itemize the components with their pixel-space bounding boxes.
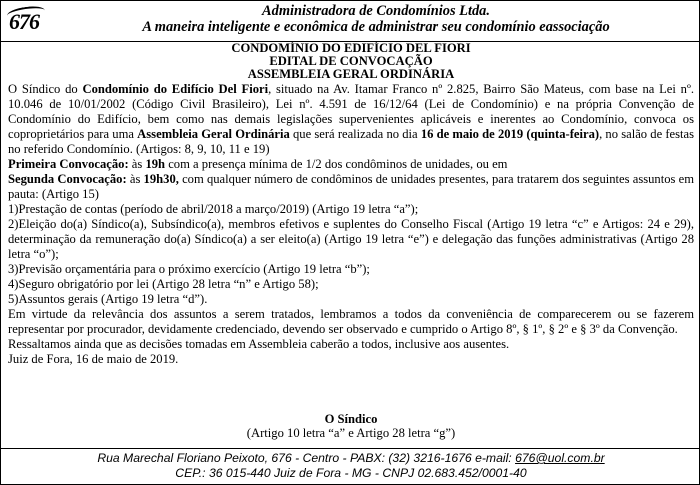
- second-call: Segunda Convocação: às 19h30, com qualquer número de condôminos de unidades presentes, para tratarem dos seguintes assuntos em pauta: (Artigo 15): [8, 172, 694, 201]
- place-date: Juiz de Fora, 16 de maio de 2019.: [8, 352, 179, 366]
- signature-block: [1, 412, 700, 440]
- first-call: Primeira Convocação: às 19h com a presença mínima de 1/2 dos condôminos de unidades, ou em: [8, 157, 508, 171]
- agenda-item: 4)Seguro obrigatório por lei (Artigo 28 letra “n” e Artigo 58);: [8, 277, 319, 291]
- header: [1, 1, 700, 41]
- meeting-date: 16 de maio de 2019 (quinta-feira): [420, 127, 600, 141]
- intro-paragraph: O Síndico do Condomínio do Edifício Del Fiori, situado na Av. Itamar Franco nº 2.825, Bairro São Mateus, com base na Lei nº. 10.046 de 10/01/2002 (Código Civil Brasileiro), Lei nº. 4.591 de 16/12/64 (Lei de Condomínio) e na própria Convenção de Condomínio do Edifício, bem como nas demais legislações supervenientes aplicáveis e inerentes ao Condomínio, convoca os coproprietários para uma Assembleia Geral Ordinária que será realizada no dia 16 de maio de 2019 (quinta-feira), no salão de festas no referido Condomínio. (Artigos: 8, 9, 10, 11 e 19): [8, 82, 695, 156]
- agenda-item: 2)Eleição do(a) Síndico(a), Subsíndico(a), membros efetivos e suplentes do Conselho Fiscal (Artigo 19 letra “c” e Artigos: 24 e 29), determinação da remuneração do(a) Síndico(a) a ser eleito(a) (Artigo 19 letra “e”) e delegação das funções administrativas (Artigo 28 letra “o”);: [8, 217, 694, 261]
- first-call-label: Primeira Convocação:: [8, 157, 129, 171]
- email-link[interactable]: 676@uol.com.br: [515, 451, 605, 465]
- notice-body: [8, 82, 694, 367]
- company-block: [61, 3, 691, 35]
- closing-paragraph: Em virtude da relevância dos assuntos a serem tratados, lembramos a todos da conveniência de comparecerem ou se fazerem representar por procurador, devidamente credenciado, devendo ser observado e cumprido o Artigo 8º, § 1º, § 2º e § 3º da Convenção.: [8, 307, 694, 336]
- first-call-time: 19h: [145, 157, 166, 171]
- signature-articles: (Artigo 10 letra “a” e Artigo 28 letra “g”): [246, 426, 456, 440]
- agenda-item: 3)Previsão orçamentária para o próximo exercício (Artigo 19 letra “b”);: [8, 262, 370, 276]
- agenda-item: 5)Assuntos gerais (Artigo 19 letra “d”).: [8, 292, 208, 306]
- second-call-time: 19h30,: [143, 172, 179, 186]
- condo-name: Condomínio do Edifício Del Fiori: [82, 82, 269, 96]
- notice-title: EDITAL DE CONVOCAÇÃO: [269, 54, 433, 69]
- company-tagline: A maneira inteligente e econômica de administrar seu condomínio eassociação: [142, 19, 610, 35]
- agenda-item: 1)Prestação de contas (período de abril/2018 a março/2019) (Artigo 19 letra “a”);: [8, 202, 419, 216]
- footer: [1, 451, 700, 481]
- logo-text: 676: [9, 9, 39, 34]
- meeting-title: ASSEMBLEIA GERAL ORDINÁRIA: [247, 67, 455, 82]
- building-title: CONDOMÍNIO DO EDIFÍCIO DEL FIORI: [231, 41, 471, 55]
- footer-divider: [1, 448, 700, 449]
- notice-titles: [1, 42, 700, 82]
- company-logo: [7, 5, 49, 37]
- footer-registration: CEP.: 36 015-440 Juiz de Fora - MG - CNPJ 02.683.452/0001-40: [175, 466, 527, 480]
- signatory: O Síndico: [324, 412, 378, 426]
- assembly-name: Assembleia Geral Ordinária: [137, 127, 290, 141]
- second-call-label: Segunda Convocação:: [8, 172, 127, 186]
- footer-address: Rua Marechal Floriano Peixoto, 676 - Centro - PABX: (32) 3216-1676 e-mail: 676@uol.com.br: [97, 451, 605, 465]
- closing-note: Ressaltamos ainda que as decisões tomadas em Assembleia caberão a todos, inclusive aos ausentes.: [8, 337, 510, 351]
- company-name: Administradora de Condomínios Ltda.: [262, 3, 490, 19]
